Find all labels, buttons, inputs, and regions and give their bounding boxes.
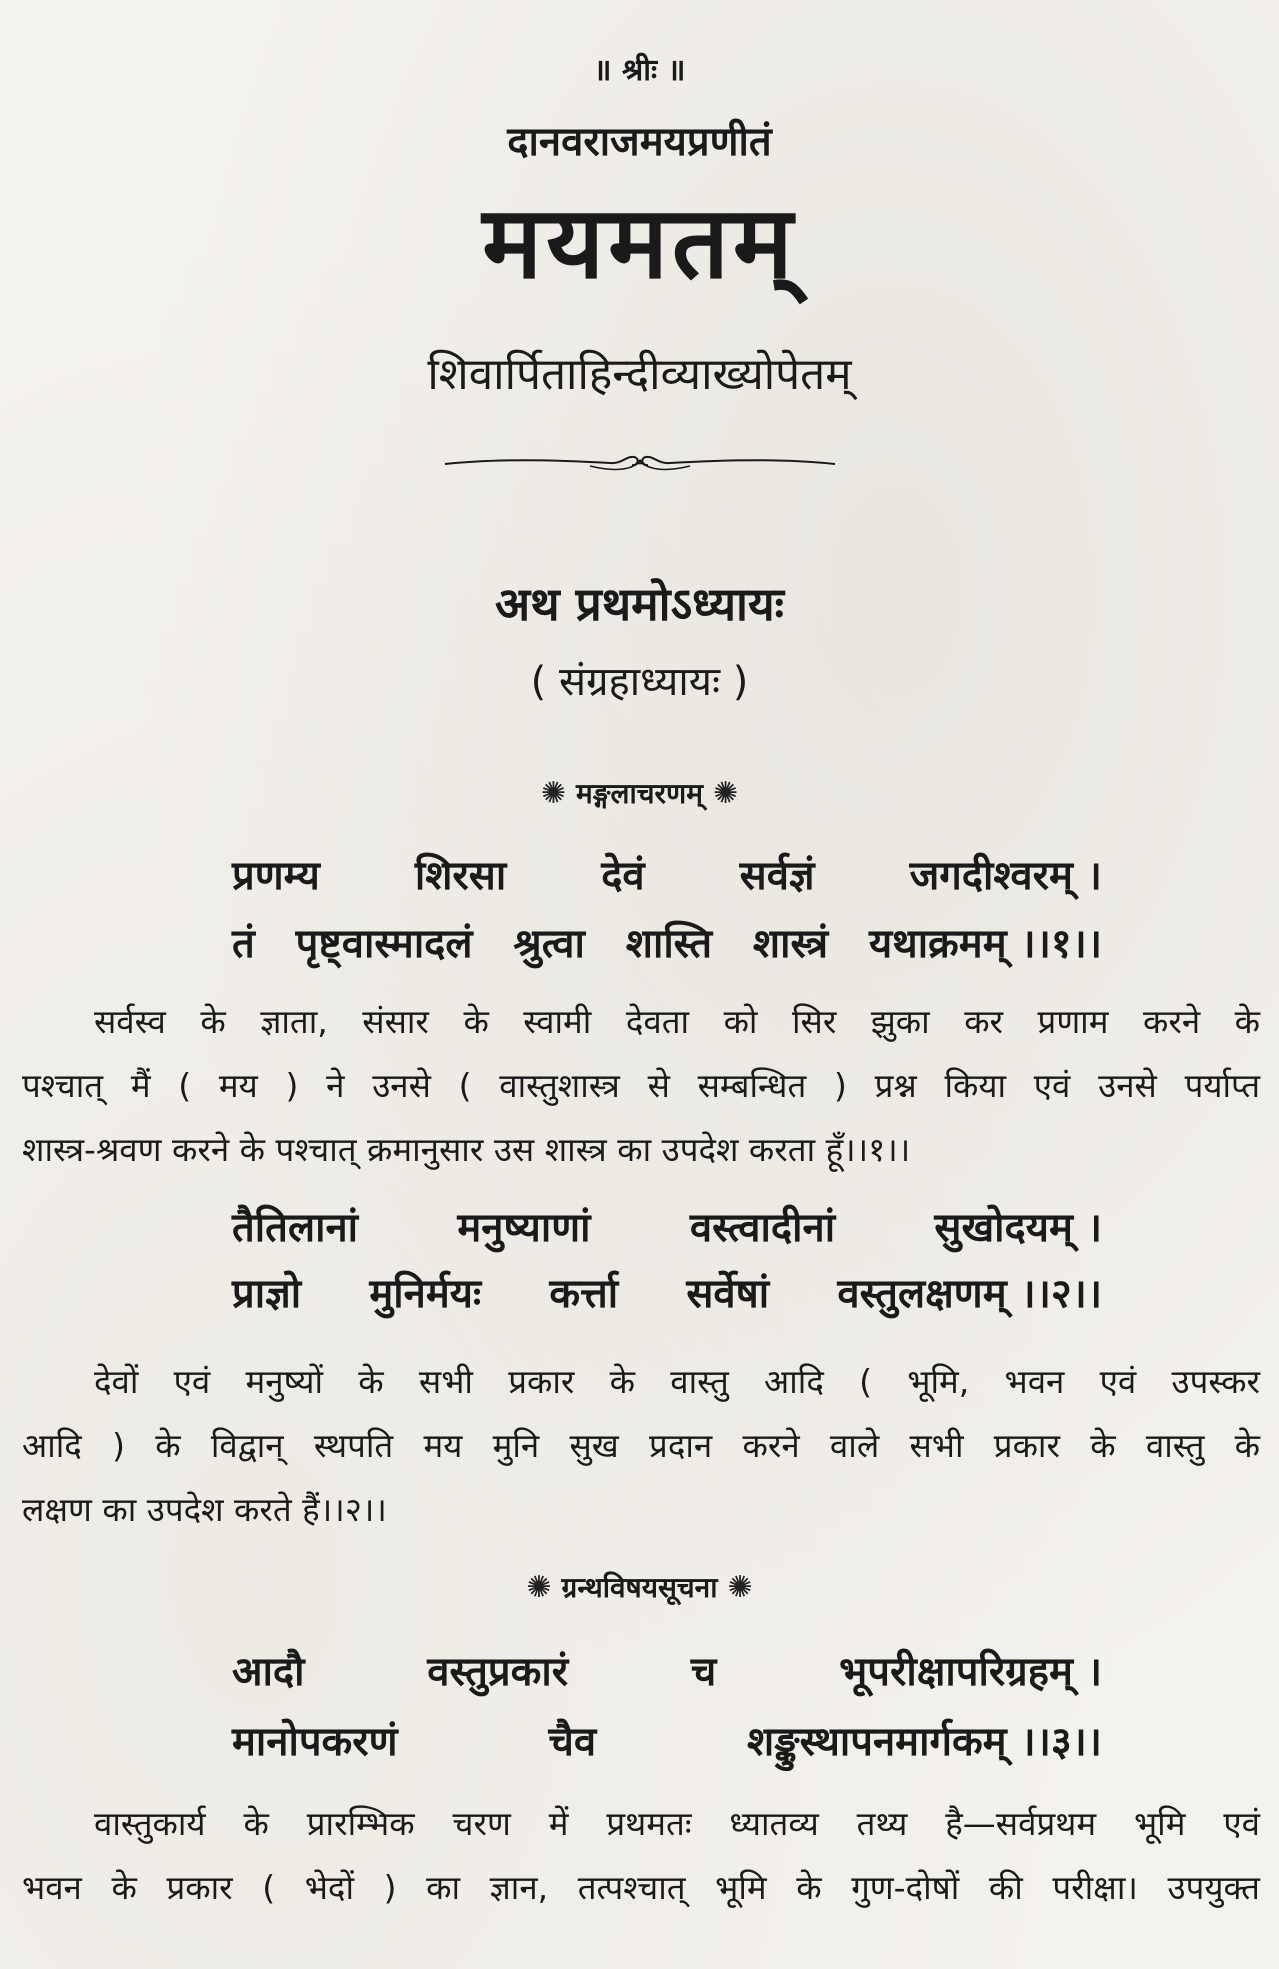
verse-word: चैव (548, 1719, 597, 1765)
section-heading-label: ग्रन्थविषयसूचना (561, 1571, 718, 1604)
verse-word: श्रुत्वा (513, 921, 585, 967)
commentary-3 (22, 1792, 1260, 1920)
verse-2-line-1 (232, 1198, 1102, 1253)
commentary-line: भवन के प्रकार ( भेदों ) का ज्ञान, तत्पश्चात् भूमि के गुण-दोषों की परीक्षा। उपयुक्त (22, 1868, 1260, 1907)
commentary-line: पश्चात् मैं ( मय ) ने उनसे ( वास्तुशास्त्र से सम्बन्धित ) प्रश्न किया एवं उनसे पर्याप्त (22, 1066, 1260, 1105)
commentary-line: देवों एवं मनुष्यों के सभी प्रकार के वास्तु आदि ( भूमि, भवन एवं उपस्कर (94, 1362, 1260, 1401)
verse-word: वस्त्वादीनां (689, 1205, 836, 1251)
verse-word: च (690, 1649, 717, 1695)
verse-word: भूपरीक्षापरिग्रहम् । (839, 1649, 1102, 1695)
star-ornament-icon: ✺ (526, 1570, 552, 1605)
verse-word: तं (232, 921, 255, 967)
verse-3-line-2 (232, 1712, 1102, 1767)
invocation: ॥ श्रीः ॥ (593, 53, 686, 88)
commentary-line: वास्तुकार्य के प्रारम्भिक चरण में प्रथमतः ध्यातव्य तथ्य है—सर्वप्रथम भूमि एवं (94, 1804, 1260, 1843)
verse-1-line-2 (232, 914, 1102, 969)
commentary-1 (22, 990, 1260, 1182)
verse-2-line-2 (232, 1264, 1102, 1319)
verse-word: मानोपकरणं (232, 1719, 398, 1765)
commentary-line: सर्वस्व के ज्ञाता, संसार के स्वामी देवता को सिर झुका कर प्रणाम करने के (94, 1002, 1260, 1041)
verse-word: सुखोदयम् । (934, 1205, 1102, 1251)
chapter-heading: अथ प्रथमोऽध्यायः (495, 577, 784, 631)
verse-word: सर्वेषां (686, 1271, 770, 1317)
verse-word: यथाक्रमम् ।।१।। (868, 921, 1102, 967)
verse-word: शास्ति (625, 921, 713, 967)
verse-word: मनुष्याणां (457, 1205, 591, 1251)
verse-word: शङ्कुस्थापनमार्गकम् ।।३।। (747, 1719, 1102, 1765)
verse-3-line-1 (232, 1642, 1102, 1697)
verse-word: शिरसा (414, 853, 507, 899)
commentary-line: आदि ) के विद्वान् स्थपति मय मुनि सुख प्रदान करने वाले सभी प्रकार के वास्तु के (22, 1426, 1260, 1465)
star-ornament-icon: ✺ (540, 776, 567, 811)
verse-word: प्राज्ञो (232, 1271, 302, 1317)
commentary-2 (22, 1350, 1260, 1542)
section-heading-label: मङ्गलाचरणम् (576, 777, 703, 810)
section-heading-mangalacharan (0, 774, 1279, 812)
book-title: मयमतम् (482, 184, 797, 301)
verse-word: देवं (601, 853, 645, 899)
verse-word: वस्तुप्रकारं (427, 1649, 569, 1695)
verse-word: वस्तुलक्षणम् ।।२।। (837, 1271, 1102, 1317)
verse-1-line-1 (232, 846, 1102, 901)
section-heading-granthavishay (0, 1568, 1279, 1606)
verse-word: जगदीश्वरम् । (909, 853, 1102, 899)
verse-word: सर्वज्ञं (739, 853, 815, 899)
chapter-subheading: ( संग्रहाध्यायः ) (530, 659, 749, 705)
commentary-line: लक्षण का उपदेश करते हैं।।२।। (22, 1490, 387, 1529)
ornamental-divider-icon (0, 448, 1279, 478)
verse-word: शास्त्रं (752, 921, 829, 967)
book-subtitle: शिवार्पिताहिन्दीव्याख्योपेतम् (427, 349, 852, 400)
verse-word: प्रणम्य (232, 853, 320, 899)
star-ornament-icon: ✺ (712, 776, 739, 811)
commentary-line: शास्त्र-श्रवण करने के पश्चात् क्रमानुसार उस शास्त्र का उपदेश करता हूँ।।१।। (22, 1130, 911, 1169)
verse-word: कर्त्ता (549, 1271, 619, 1317)
star-ornament-icon: ✺ (727, 1570, 753, 1605)
verse-word: आदौ (232, 1649, 305, 1695)
verse-word: तैतिलानां (232, 1205, 358, 1251)
verse-word: पृष्ट्वास्मादलं (295, 921, 473, 967)
verse-word: मुनिर्मयः (369, 1271, 482, 1317)
author-line: दानवराजमयप्रणीतं (507, 119, 772, 165)
